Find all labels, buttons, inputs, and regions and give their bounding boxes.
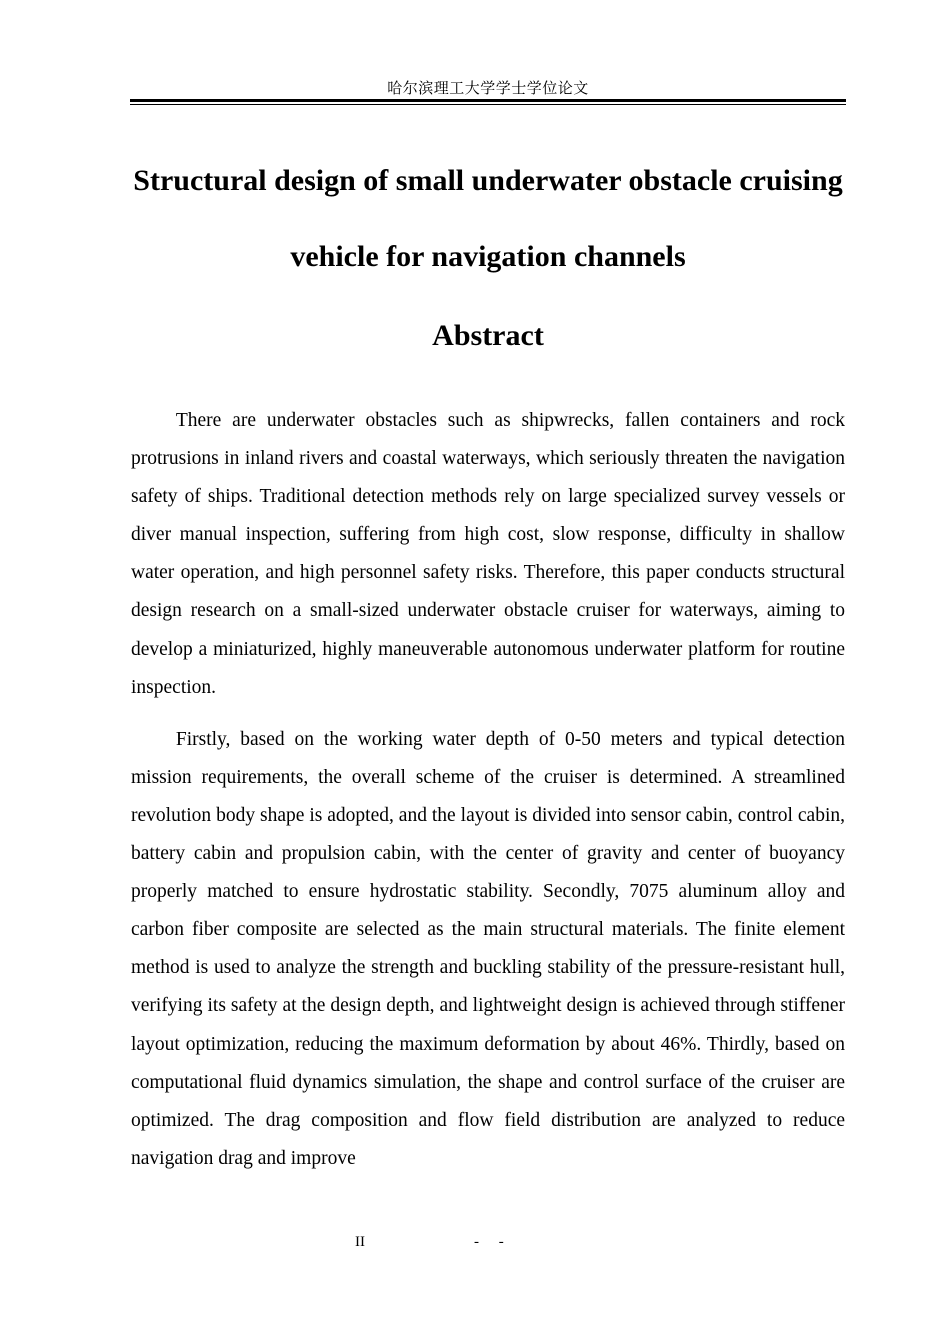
running-header: 哈尔滨理工大学学士学位论文 <box>387 79 589 97</box>
header-rule-thick <box>130 99 846 102</box>
header-rule-thin <box>130 104 846 105</box>
abstract-paragraph-2: Firstly, based on the working water depth of 0-50 meters and typical detection mission requirements, the overall scheme of the cruiser is determined. A streamlined revolution body shape is adopted, and the layout is divided into sensor cabin, control cabin, battery cabin and propulsion cabin, with the center of gravity and center of buoyancy properly matched to ensure hydrostatic stability. Secondly, 7075 aluminum alloy and carbon fiber composite are selected as the main structural materials. The finite element method is used to analyze the strength and buckling stability of the pressure-resistant hull, verifying its safety at the design depth, and lightweight design is achieved through stiffener layout optimization, reducing the maximum deformation by about 46%. Thirdly, based on computational fluid dynamics simulation, the shape and control surface of the cruiser are optimized. The drag composition and flow field distribution are analyzed to reduce navigation drag and improve <box>131 728 845 1169</box>
abstract-paragraph-1: There are underwater obstacles such as shipwrecks, fallen containers and rock protrusions in inland rivers and coastal waterways, which seriously threaten the navigation safety of ships. Traditional detection methods rely on large specialized survey vessels or diver manual inspection, suffering from high cost, slow response, difficulty in shallow water operation, and high personnel safety risks. Therefore, this paper conducts structural design research on a small-sized underwater obstacle cruiser for waterways, aiming to develop a miniaturized, highly maneuverable autonomous underwater platform for routine inspection. <box>131 410 845 698</box>
abstract-heading: Abstract <box>432 319 544 352</box>
page-number: II <box>355 1234 365 1250</box>
footer-dashes: - - <box>474 1234 512 1250</box>
abstract-body <box>131 402 845 1192</box>
thesis-title: Structural design of small underwater obstacle cruising vehicle for navigation channels <box>133 164 843 273</box>
